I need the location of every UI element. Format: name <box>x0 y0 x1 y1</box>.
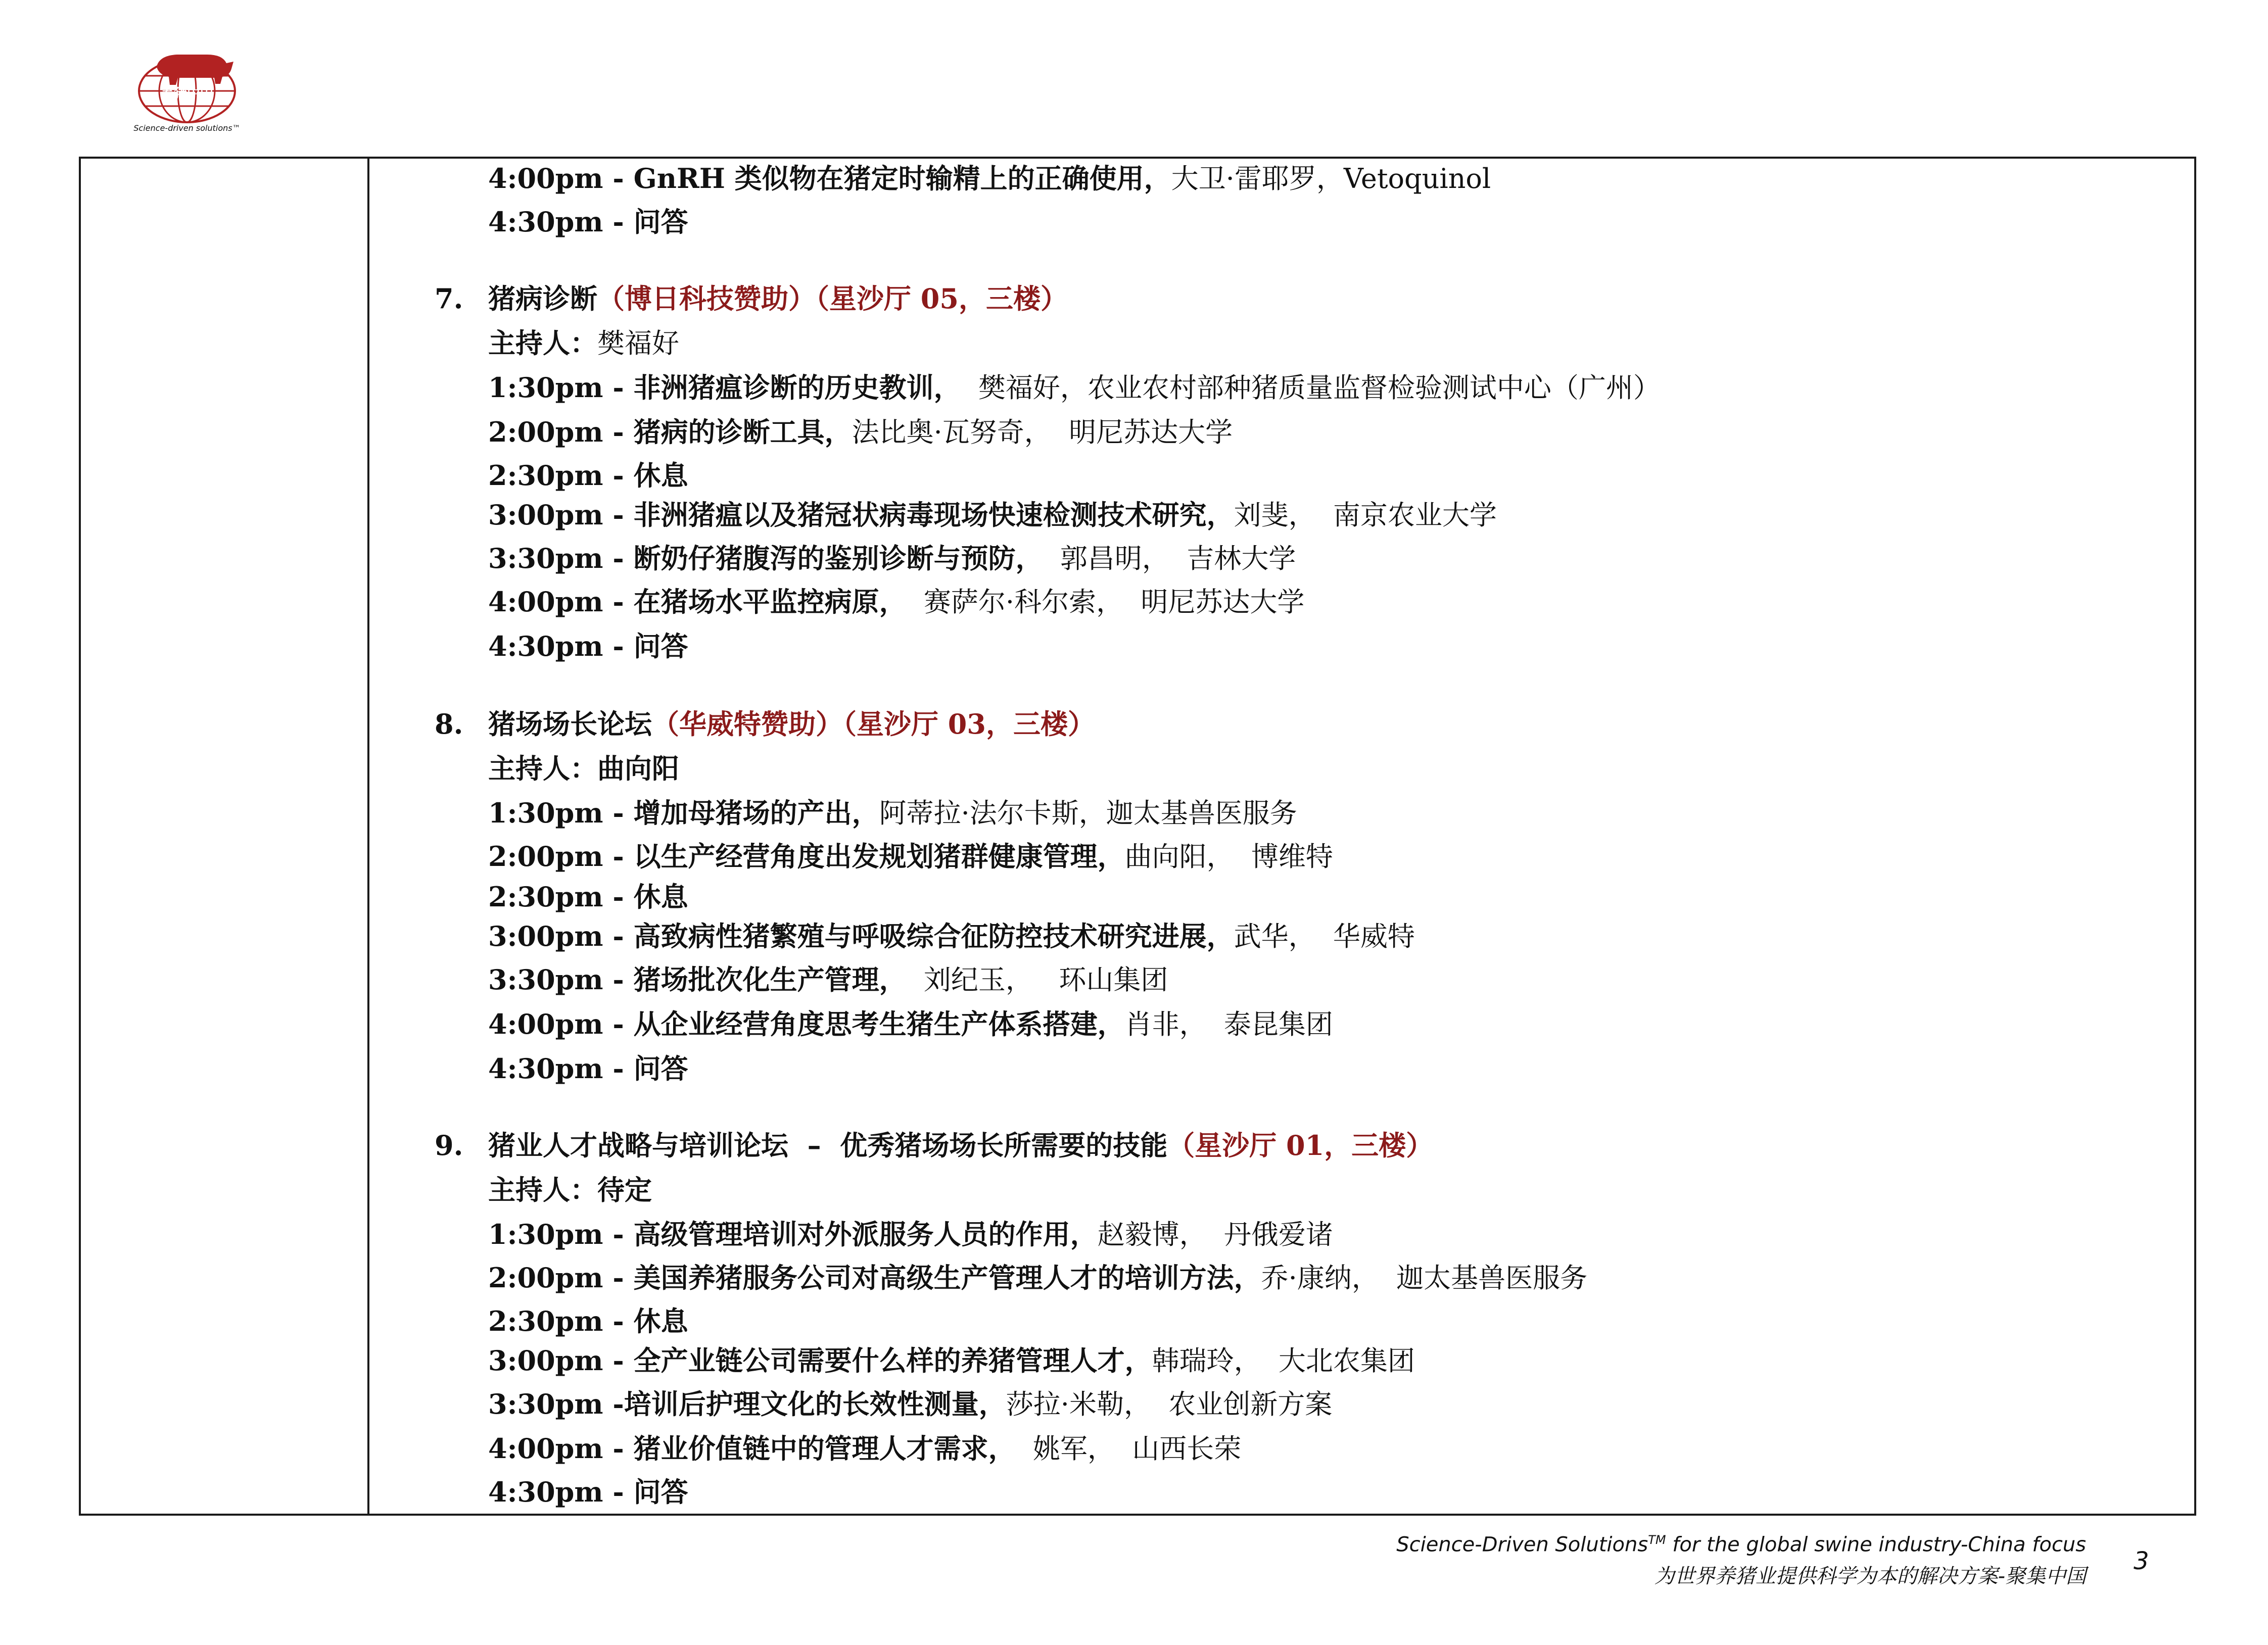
session-venue: （星沙厅 01，三楼） <box>1167 1129 1434 1162</box>
list-item: 1:30pm - 增加母猪场的产出，阿蒂拉·法尔卡斯，迦太基兽医服务 <box>488 797 1297 829</box>
logo-text: 养猪中国 <box>160 86 213 102</box>
item-time: 4:00pm <box>488 1008 603 1040</box>
item-speaker: 樊福好，农业农村部种猪质量监督检验测试中心（广州） <box>961 372 1661 404</box>
footer-trademark: TM <box>1648 1533 1666 1547</box>
item-title: 猪病的诊断工具， <box>633 416 852 448</box>
session-number: 7. <box>435 282 463 315</box>
session-host <box>488 1172 652 1207</box>
host-label: 主持人： <box>488 327 597 359</box>
item-time: 1:30pm <box>488 371 603 404</box>
item-title: 猪业价值链中的管理人才需求， <box>633 1432 1016 1465</box>
item-time: 2:30pm <box>488 881 603 913</box>
list-item: 3:30pm - 断奶仔猪腹泻的鉴别诊断与预防， 郭昌明， 吉林大学 <box>488 542 1296 574</box>
item-title: 问答 <box>633 1476 688 1508</box>
item-time: 1:30pm <box>488 797 603 829</box>
item-speaker: 曲向阳， 博维特 <box>1124 841 1333 873</box>
item-time: 4:00pm <box>488 162 603 195</box>
item-speaker: 肖非， 泰昆集团 <box>1124 1008 1333 1040</box>
list-item: 4:00pm - 从企业经营角度思考生猪生产体系搭建，肖非， 泰昆集团 <box>488 1008 1333 1040</box>
item-title: 猪场批次化生产管理， <box>633 963 907 996</box>
item-time: 4:30pm <box>488 1052 603 1085</box>
session-venue: （华威特赞助）（星沙厅 03，三楼） <box>652 708 1095 740</box>
item-title: 在猪场水平监控病原， <box>633 586 907 618</box>
item-speaker: 赵毅博， 丹俄爱诸 <box>1097 1219 1333 1250</box>
list-item: 3:30pm - 猪场批次化生产管理， 刘纪玉， 环山集团 <box>488 963 1168 996</box>
item-speaker: 法比奥·瓦努奇， 明尼苏达大学 <box>852 416 1233 448</box>
item-title: 培训后护理文化的长效性测量， <box>624 1388 1006 1420</box>
item-title: 问答 <box>633 630 688 662</box>
host-name: 曲向阳 <box>597 752 679 785</box>
agenda-table <box>79 157 2196 1516</box>
item-title: 美国养猪服务公司对高级生产管理人才的培训方法， <box>633 1262 1261 1294</box>
item-title: 以生产经营角度出发规划猪群健康管理， <box>633 840 1125 873</box>
item-time: 2:00pm <box>488 416 603 448</box>
session-heading-8 <box>435 706 1095 742</box>
page-number: 3 <box>2134 1547 2149 1575</box>
list-item: 4:30pm - 问答 <box>488 1052 688 1085</box>
list-item: 4:00pm - GnRH 类似物在猪定时输精上的正确使用，大卫·雷耶罗，Vetoquinol <box>488 162 1491 195</box>
item-title: 休息 <box>633 1305 688 1337</box>
item-title: 问答 <box>633 206 688 238</box>
item-title: 非洲猪瘟以及猪冠状病毒现场快速检测技术研究， <box>633 499 1234 531</box>
session-title: 猪场场长论坛 <box>488 708 652 740</box>
footer-brand: Science-Driven Solutions <box>1396 1533 1648 1557</box>
session-heading-7 <box>435 281 1068 316</box>
list-item: 3:00pm - 高致病性猪繁殖与呼吸综合征防控技术研究进展，武华， 华威特 <box>488 920 1415 952</box>
list-item: 4:00pm - 猪业价值链中的管理人才需求， 姚军， 山西长荣 <box>488 1432 1242 1465</box>
session-venue: （博日科技赞助）（星沙厅 05，三楼） <box>597 282 1068 315</box>
footer-tagline-cn: 为世界养猪业提供科学为本的解决方案-聚集中国 <box>1654 1565 2086 1588</box>
item-time: 2:30pm <box>488 1305 603 1337</box>
item-time: 3:00pm <box>488 920 603 952</box>
item-title: 增加母猪场的产出， <box>633 797 879 829</box>
company-logo <box>121 35 253 136</box>
list-item: 1:30pm - 高级管理培训对外派服务人员的作用，赵毅博， 丹俄爱诸 <box>488 1218 1333 1250</box>
item-time: 3:00pm <box>488 1344 603 1377</box>
list-item: 4:30pm - 问答 <box>488 1476 688 1508</box>
host-label: 主持人： <box>488 1174 597 1206</box>
item-time: 4:00pm <box>488 1432 603 1465</box>
item-speaker: 郭昌明， 吉林大学 <box>1043 543 1296 574</box>
item-time: 4:30pm <box>488 1476 603 1508</box>
item-speaker: 大卫·雷耶罗，Vetoquinol <box>1171 163 1491 195</box>
item-speaker: 姚军， 山西长荣 <box>1015 1433 1242 1465</box>
item-title: 高级管理培训对外派服务人员的作用， <box>633 1218 1098 1250</box>
list-item: 2:00pm - 猪病的诊断工具，法比奥·瓦努奇， 明尼苏达大学 <box>488 416 1233 448</box>
item-title: 非洲猪瘟诊断的历史教训， <box>633 371 961 404</box>
item-time: 4:00pm <box>488 586 603 618</box>
item-title: 休息 <box>633 459 688 492</box>
item-speaker: 赛萨尔·科尔索， 明尼苏达大学 <box>906 586 1305 618</box>
table-column-divider <box>367 159 369 1514</box>
item-time: 3:30pm <box>488 963 603 996</box>
list-item: 2:30pm - 休息 <box>488 881 688 913</box>
item-title: 断奶仔猪腹泻的鉴别诊断与预防， <box>633 542 1043 574</box>
item-speaker: 莎拉·米勒， 农业创新方案 <box>1006 1388 1333 1420</box>
footer-tagline-en <box>1396 1533 2086 1556</box>
item-time: 2:30pm <box>488 459 603 492</box>
item-speaker: 武华， 华威特 <box>1234 921 1415 952</box>
item-title: GnRH 类似物在猪定时输精上的正确使用， <box>633 162 1171 195</box>
session-host <box>488 751 679 786</box>
item-time: 2:00pm <box>488 840 603 873</box>
session-number: 9. <box>435 1129 463 1162</box>
session-title: 猪业人才战略与培训论坛 – 优秀猪场场长所需要的技能 <box>488 1129 1168 1162</box>
item-time: 4:30pm <box>488 206 603 238</box>
item-speaker: 刘斐， 南京农业大学 <box>1234 499 1497 531</box>
item-time: 3:00pm <box>488 499 603 531</box>
list-item: 3:00pm - 非洲猪瘟以及猪冠状病毒现场快速检测技术研究，刘斐， 南京农业大学 <box>488 499 1497 531</box>
list-item: 4:00pm - 在猪场水平监控病原， 赛萨尔·科尔索， 明尼苏达大学 <box>488 586 1305 618</box>
list-item: 2:00pm - 以生产经营角度出发规划猪群健康管理，曲向阳， 博维特 <box>488 840 1333 873</box>
item-time: 3:30pm <box>488 542 603 574</box>
session-title: 猪病诊断 <box>488 282 597 315</box>
host-name: 待定 <box>597 1174 652 1206</box>
item-title: 问答 <box>633 1052 688 1085</box>
logo-tagline: Science-driven solutions™ <box>133 123 241 133</box>
session-host <box>488 325 679 361</box>
list-item: 2:30pm - 休息 <box>488 1305 688 1337</box>
list-item: 3:30pm -培训后护理文化的长效性测量，莎拉·米勒， 农业创新方案 <box>488 1388 1333 1420</box>
list-item: 2:30pm - 休息 <box>488 459 688 492</box>
footer-tagline-rest: for the global swine industry-China focus <box>1666 1533 2086 1557</box>
list-item: 4:30pm - 问答 <box>488 206 688 238</box>
item-speaker: 刘纪玉， 环山集团 <box>906 964 1168 996</box>
list-item: 2:00pm - 美国养猪服务公司对高级生产管理人才的培训方法，乔·康纳， 迦太基兽医服务 <box>488 1262 1588 1294</box>
item-time: 2:00pm <box>488 1262 603 1294</box>
item-speaker: 韩瑞玲， 大北农集团 <box>1152 1345 1415 1377</box>
item-time: 4:30pm <box>488 630 603 662</box>
list-item: 1:30pm - 非洲猪瘟诊断的历史教训， 樊福好，农业农村部种猪质量监督检验测试中心（广州） <box>488 371 1661 404</box>
item-title: 全产业链公司需要什么样的养猪管理人才， <box>633 1344 1152 1377</box>
item-title: 高致病性猪繁殖与呼吸综合征防控技术研究进展， <box>633 920 1234 952</box>
item-speaker: 阿蒂拉·法尔卡斯，迦太基兽医服务 <box>879 797 1297 829</box>
session-number: 8. <box>435 708 463 740</box>
host-label: 主持人： <box>488 752 597 785</box>
item-time: 3:30pm <box>488 1388 603 1420</box>
list-item: 3:00pm - 全产业链公司需要什么样的养猪管理人才，韩瑞玲， 大北农集团 <box>488 1344 1415 1377</box>
session-heading-9 <box>435 1128 1433 1163</box>
item-speaker: 乔·康纳， 迦太基兽医服务 <box>1261 1262 1588 1294</box>
item-title: 休息 <box>633 881 688 913</box>
item-time: 1:30pm <box>488 1218 603 1250</box>
host-name: 樊福好 <box>597 327 679 359</box>
list-item: 4:30pm - 问答 <box>488 630 688 662</box>
item-title: 从企业经营角度思考生猪生产体系搭建， <box>633 1008 1125 1040</box>
